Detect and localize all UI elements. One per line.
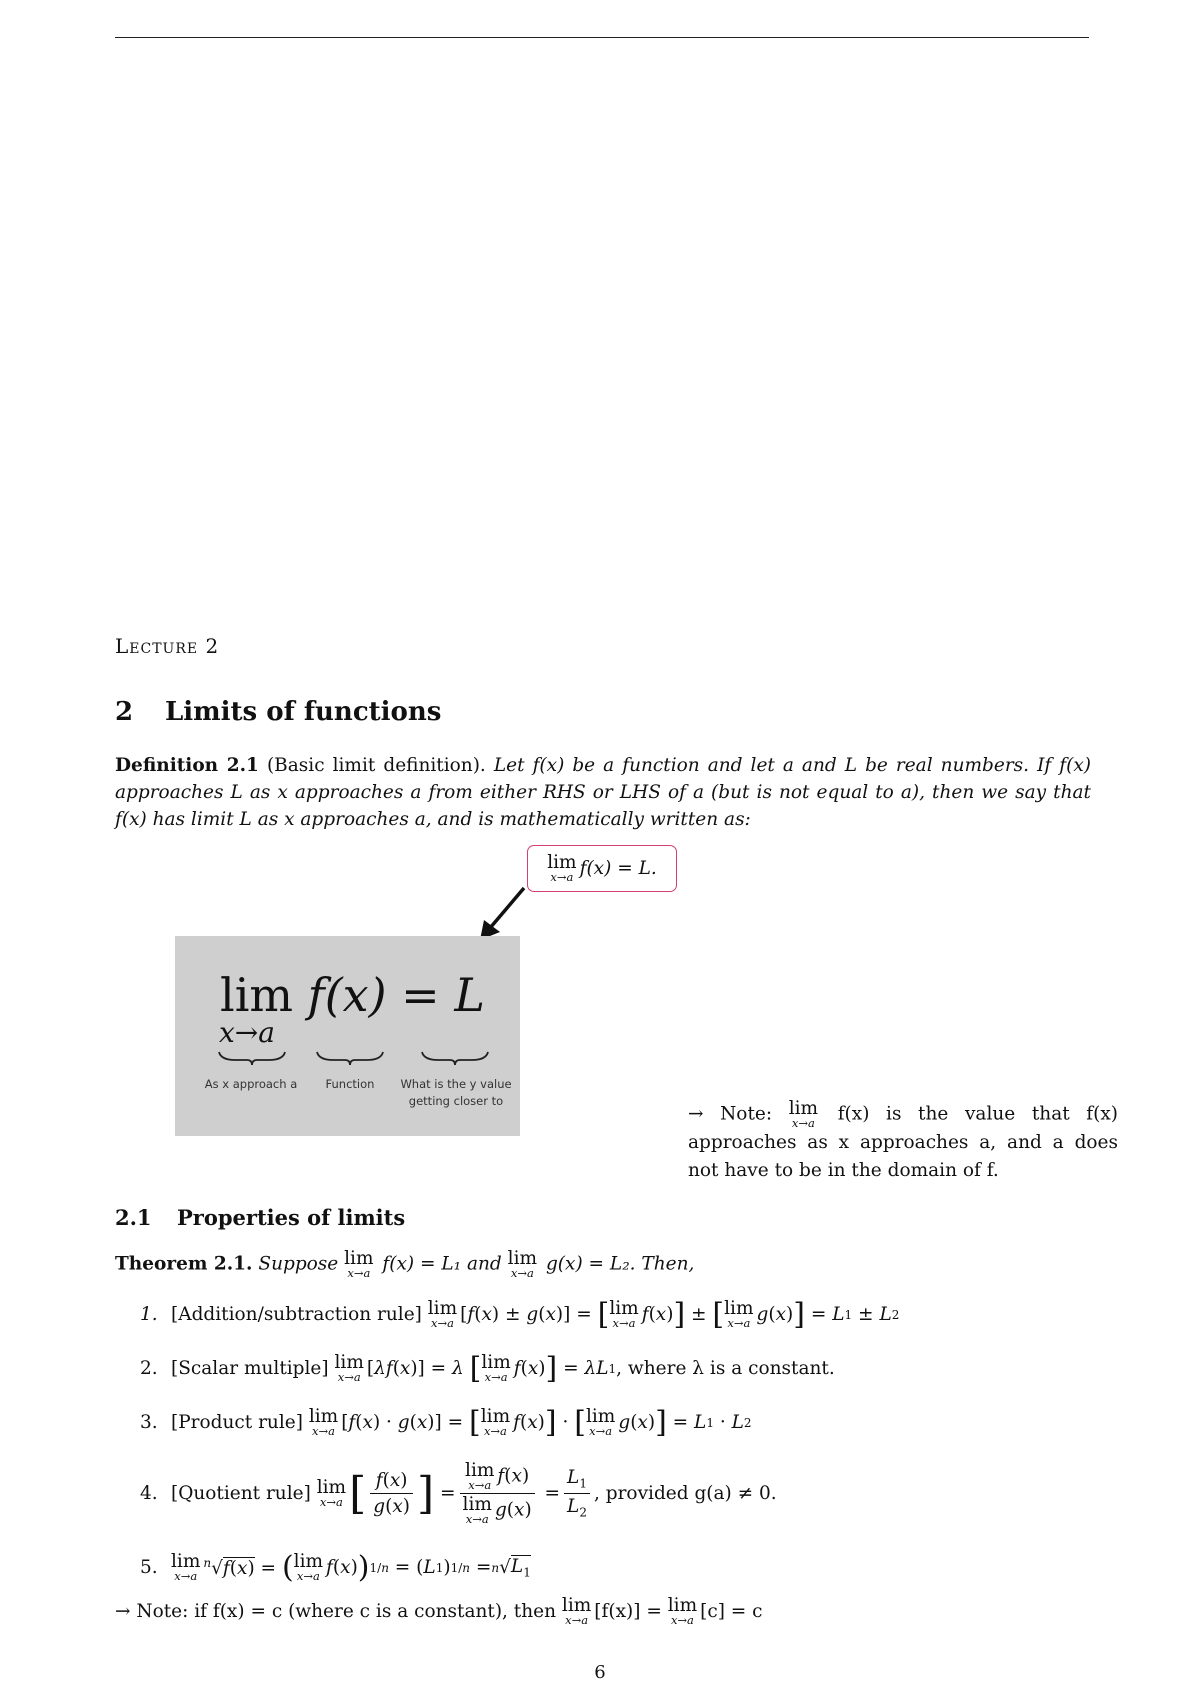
definition-lead: Definition 2.1 [115, 755, 259, 776]
rule-tail: , provided g(a) ≠ 0. [593, 1483, 777, 1504]
limit-diagram-image [175, 936, 520, 1136]
rule-addition: 1. [Addition/subtraction rule] lim x→a [f(x) ± g(x)] = [ lim x→a f ( x ) ] ± [ lim x→a g ( x ) ] = L 1 ± L 2 [140, 1296, 900, 1332]
theorem-statement: Theorem 2.1. Suppose lim x→a f(x) = L₁ and lim x→a g(x) = L₂. Then, [115, 1248, 695, 1280]
theorem-cond2: g(x) = L₂. Then, [545, 1253, 695, 1275]
rule-quotient: 4. [Quotient rule] lim x→a [ $\frac{f(x)}{g(x)}$ ] = lim x→a f(x) lim x→a g(x) = $\frac{L_1}{L_2}$ , provided g(a) ≠ 0. [140, 1460, 777, 1526]
lim-subscript: x→a [791, 1116, 815, 1130]
limit-operator [789, 1100, 818, 1129]
definition-block [115, 752, 1091, 833]
rule-index: 2. [140, 1358, 158, 1379]
section-number: 2 [115, 697, 134, 727]
brace-icon [217, 1050, 287, 1066]
boxed-limit-formula [527, 845, 677, 892]
rule-name: [Scalar multiple] [171, 1358, 329, 1379]
note1-text: f(x) is the value that f(x) approaches as x approaches a, and a does not have to be in the domain of f. [688, 1103, 1118, 1181]
rule-root: 5. lim x→a $^n$√f(x) = ( lim x→a f ( x ) ) 1/n = ( L 1 ) 1/n = n √ $L_1$ [140, 1549, 531, 1585]
figure-subscript: x→a [219, 1016, 275, 1049]
figure-label-yvalue [393, 1076, 519, 1110]
lim-text: lim [788, 1098, 819, 1119]
page-number: 6 [594, 1662, 606, 1683]
rule-name: [Product rule] [171, 1412, 303, 1433]
brace-icon [315, 1050, 385, 1066]
rule-index: 3. [140, 1412, 158, 1433]
limit-operator [547, 854, 576, 883]
rule-index: 1. [140, 1304, 158, 1325]
note1-prefix: → Note: [688, 1103, 773, 1125]
subsection-heading [115, 1205, 405, 1230]
definition-text: Let f(x) be a function and let a and L be real numbers. If f(x) approaches L as x approaches a from either RHS or LHS of a (but is not equal to a), then we say that f(x) has limit L as x approaches a, and is mathematically written as: [115, 755, 1091, 830]
rule-index: 5. [140, 1557, 158, 1578]
header-rule [115, 37, 1089, 38]
note-constant: → Note: if f(x) = c (where c is a constant), then lim x→a [f(x)] = lim x→a [c] = c [115, 1595, 763, 1627]
definition-title: (Basic limit definition). [266, 755, 486, 776]
theorem-lead: Theorem 2.1. [115, 1253, 253, 1275]
theorem-suppose: Suppose [258, 1253, 339, 1275]
note2-mid: [f(x)] = [594, 1601, 662, 1622]
rule-index: 4. [140, 1483, 158, 1504]
figure-label-yvalue-line2: getting closer to [408, 1094, 504, 1108]
note-limit-value [688, 1100, 1118, 1185]
lecture-label: Lecture 2 [115, 634, 220, 658]
figure-label-function: Function [325, 1077, 375, 1091]
figure-expr: f(x) = L [307, 968, 485, 1022]
pointer-arrow-icon [476, 884, 536, 944]
rule-tail: , where λ is a constant. [616, 1358, 835, 1379]
subsection-number: 2.1 [115, 1205, 152, 1230]
note2-prefix: → Note: if f(x) = c (where c is a constant), then [115, 1601, 557, 1622]
lim-text: lim [547, 852, 577, 873]
lim-subscript: x→a [550, 870, 574, 884]
subsection-title: Properties of limits [177, 1205, 406, 1230]
figure-lim: lim [220, 968, 294, 1022]
boxed-expression: f(x) = L. [579, 858, 657, 879]
figure-label-approach: As x approach a [204, 1077, 298, 1091]
note2-end: [c] = c [700, 1601, 763, 1622]
rule-product: 3. [Product rule] lim x→a [f(x) · g(x)] = [ lim x→a f ( x ) ] · [ lim x→a g ( x ) ] = L 1 · L 2 [140, 1404, 752, 1440]
rule-name: [Quotient rule] [171, 1483, 311, 1504]
figure-formula [220, 968, 485, 1022]
figure-label-yvalue-line1: What is the y value [400, 1077, 512, 1091]
rule-name: [Addition/subtraction rule] [171, 1304, 422, 1325]
theorem-cond1: f(x) = L₁ and [382, 1253, 502, 1275]
section-title: Limits of functions [165, 697, 442, 727]
section-heading [115, 697, 441, 727]
brace-icon [420, 1050, 490, 1066]
rule-scalar: 2. [Scalar multiple] lim x→a [λf(x)] = λ [ lim x→a f ( x ) ] = λL 1 , where λ is a constant. [140, 1350, 835, 1386]
